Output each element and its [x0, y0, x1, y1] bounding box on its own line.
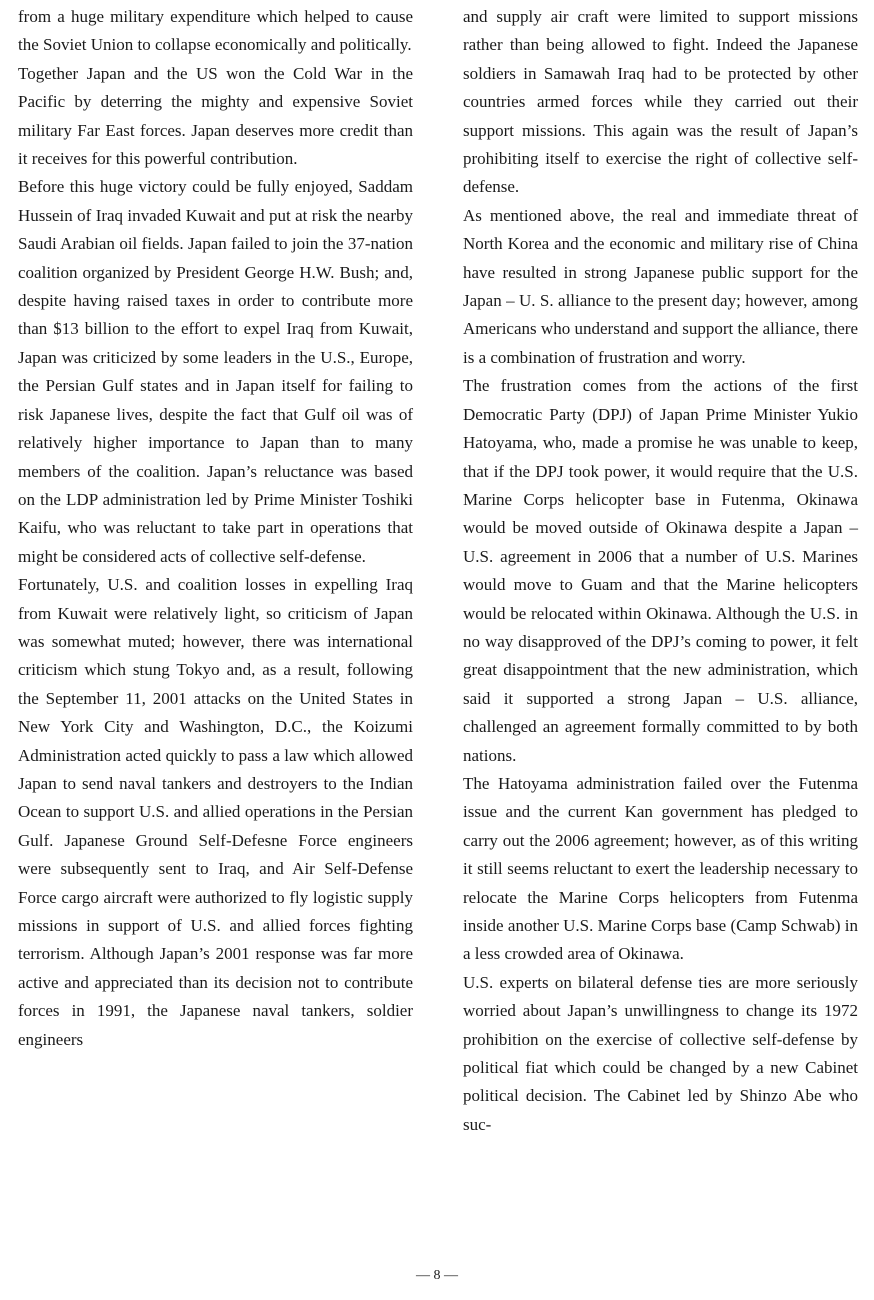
paragraph: As mentioned above, the real and immediate threat of North Korea and the economic and military rise of China have resulted in strong Japanese public support for the Japan – U. S. alliance to the present day; however, among Americans who understand and support the alliance, there is a combination of frustration and worry.: [463, 205, 858, 367]
right-text-column: [463, 3, 858, 1139]
paragraph: from a huge military expenditure which helped to cause the Soviet Union to collapse economically and politically.: [18, 7, 413, 55]
paragraph: U.S. experts on bilateral defense ties are more seriously worried about Japan’s unwillingness to change its 1972 prohibition on the exercise of collective self-defense by political fiat which could be changed by a new Cabinet political decision. The Cabinet led by Shinzo Abe who suc-: [463, 972, 858, 1134]
paragraph: Together Japan and the US won the Cold War in the Pacific by deterring the mighty and expensive Soviet military Far East forces. Japan deserves more credit than it receives for this powerful contribution.: [18, 63, 413, 169]
paragraph: Before this huge victory could be fully enjoyed, Saddam Hussein of Iraq invaded Kuwait and put at risk the nearby Saudi Arabian oil fields. Japan failed to join the 37-nation coalition organized by President George H.W. Bush; and, despite having raised taxes in order to contribute more than $13 billion to the effort to expel Iraq from Kuwait, Japan was criticized by some leaders in the U.S., Europe, the Persian Gulf states and in Japan itself for failing to risk Japanese lives, despite the fact that Gulf oil was of relatively higher importance to Japan than to many members of the coalition. Japan’s reluctance was based on the LDP administration led by Prime Minister Toshiki Kaifu, who was reluctant to take part in operations that might be considered acts of collective self-defense.: [18, 177, 413, 566]
page-number: — 8 —: [416, 1268, 458, 1283]
paragraph: The Hatoyama administration failed over the Futenma issue and the current Kan government has pledged to carry out the 2006 agreement; however, as of this writing it still seems reluctant to exert the leadership necessary to relocate the Marine Corps helicopters from Futenma inside another U.S. Marine Corps base (Camp Schwab) in a less crowded area of Okinawa.: [463, 773, 858, 964]
left-text-column: [18, 3, 413, 1054]
paragraph: Fortunately, U.S. and coalition losses in expelling Iraq from Kuwait were relatively light, so criticism of Japan was somewhat muted; however, there was international criticism which stung Tokyo and, as a result, following the September 11, 2001 attacks on the United States in New York City and Washington, D.C., the Koizumi Administration acted quickly to pass a law which allowed Japan to send naval tankers and destroyers to the Indian Ocean to support U.S. and allied operations in the Persian Gulf. Japanese Ground Self-Defesne Force engineers were subsequently sent to Iraq, and Air Self-Defense Force cargo aircraft were authorized to fly logistic supply missions in support of U.S. and allied forces fighting terrorism. Although Japan’s 2001 response was far more active and appreciated than its decision not to contribute forces in 1991, the Japanese naval tankers, soldier engineers: [18, 575, 413, 1049]
paragraph: and supply air craft were limited to support missions rather than being allowed to fight. Indeed the Japanese soldiers in Samawah Iraq had to be protected by other countries armed forces while they carried out their support missions. This again was the result of Japan’s prohibiting itself to exercise the right of collective self-defense.: [463, 7, 858, 197]
paragraph: The frustration comes from the actions of the first Democratic Party (DPJ) of Japan Prime Minister Yukio Hatoyama, who, made a promise he was unable to keep, that if the DPJ took power, it would require that the U.S. Marine Corps helicopter base in Futenma, Okinawa would be moved outside of Okinawa despite a Japan – U.S. agreement in 2006 that a number of U.S. Marines would move to Guam and that the Marine helicopters would be relocated within Okinawa. Although the U.S. in no way disapproved of the DPJ’s coming to power, it felt great disappointment that the new administration, which said it supported a strong Japan – U.S. alliance, challenged an agreement formally committed to by both nations.: [463, 376, 858, 765]
